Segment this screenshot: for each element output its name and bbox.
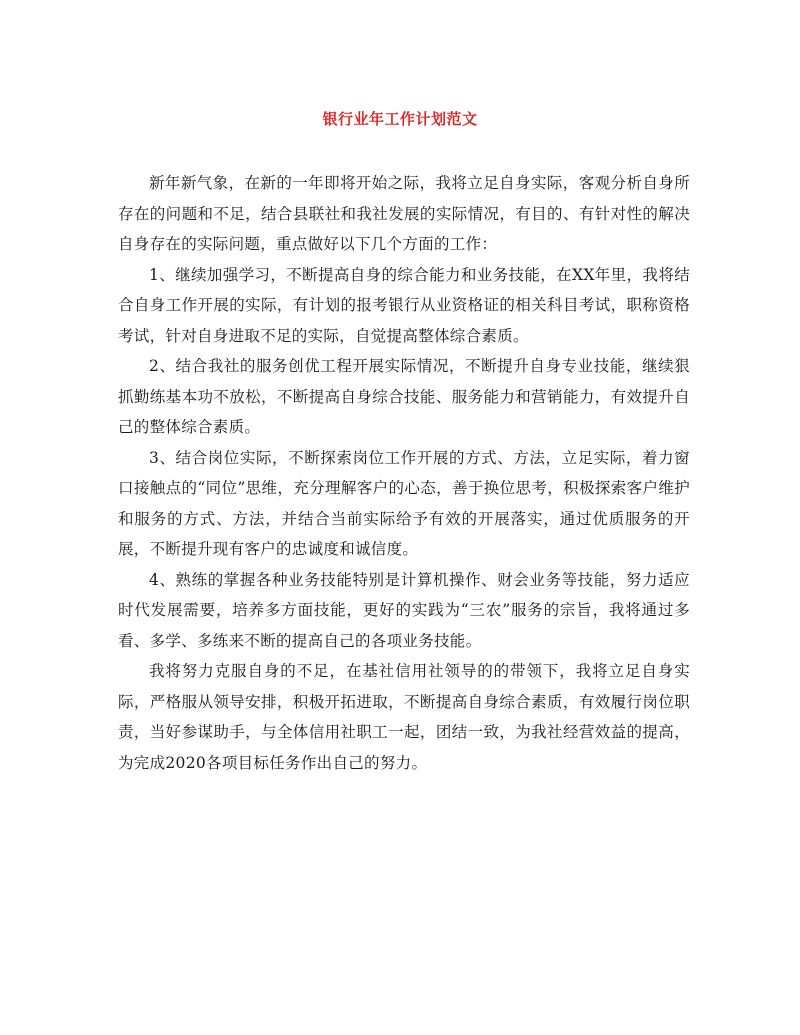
document-title: 银行业年工作计划范文	[322, 110, 478, 128]
paragraph-conclusion: 我将努力克服自身的不足，在基社信用社领导的的带领下，我将立足自身实际，严格服从领导安排，积极开拓进取，不断提高自身综合素质，有效履行岗位职责，当好参谋助手，与全体信用社职工一起，团结一致，为我社经营效益的提高，为完成2020各项目标任务作出自己的努力。	[118, 662, 690, 772]
paragraph-intro: 新年新气象，在新的一年即将开始之际，我将立足自身实际，客观分析自身所存在的问题和不足，结合县联社和我社发展的实际情况，有目的、有针对性的解决自身存在的实际问题，重点做好以下几个方面的工作：	[118, 174, 690, 253]
document-body	[118, 168, 690, 778]
paragraph-item-3: 3、结合岗位实际，不断探索岗位工作开展的方式、方法，立足实际，着力窗口接触点的“同位”思维，充分理解客户的心态，善于换位思考，积极探索客户维护和服务的方式、方法，并结合当前实际给予有效的开展落实，通过优质服务的开展，不断提升现有客户的忠诚度和诚信度。	[118, 448, 690, 558]
paragraph-item-1: 1、继续加强学习，不断提高自身的综合能力和业务技能，在XX年里，我将结合自身工作开展的实际，有计划的报考银行从业资格证的相关科目考试，职称资格考试，针对自身进取不足的实际，自觉提高整体综合素质。	[118, 265, 690, 345]
paragraph-item-4: 4、熟练的掌握各种业务技能特别是计算机操作、财会业务等技能，努力适应时代发展需要，培养多方面技能，更好的实践为“三农”服务的宗旨，我将通过多看、多学、多练来不断的提高自己的各项业务技能。	[118, 570, 690, 650]
paragraph-item-2: 2、结合我社的服务创优工程开展实际情况，不断提升自身专业技能，继续狠抓勤练基本功不放松，不断提高自身综合技能、服务能力和营销能力，有效提升自己的整体综合素质。	[118, 357, 690, 436]
